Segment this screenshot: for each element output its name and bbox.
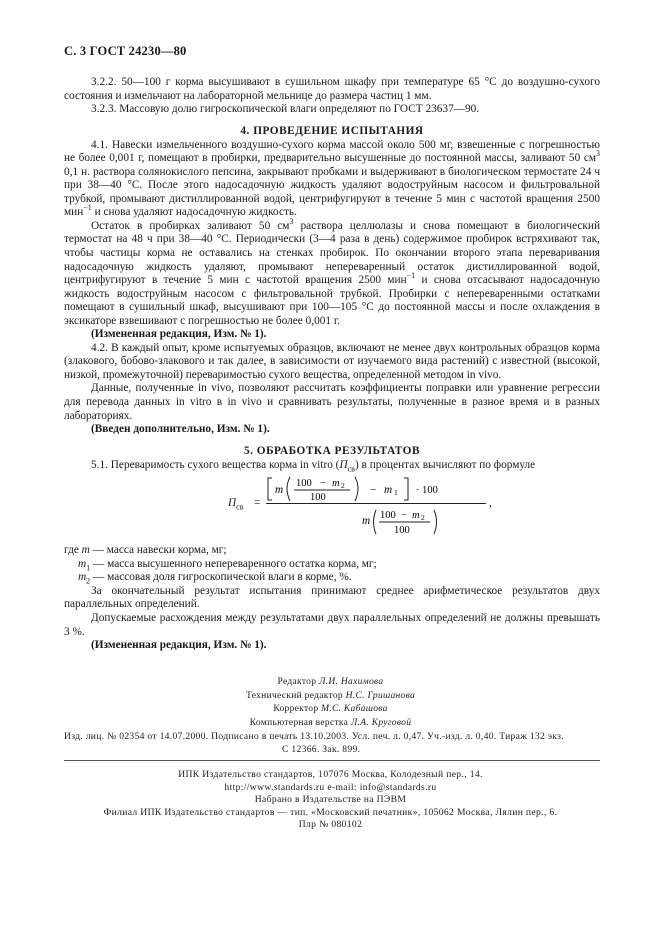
svg-text:2: 2: [421, 513, 425, 523]
paragraph-4-1-residue: Остаток в пробирках заливают 50 $см^3$ раствора целлюлазы и снова помещают в биологический термостат на 48 ч при 38—40 °С. Периодически (3—4 раза в день) содержимое пробирок встряхивают так, чтобы частицы корма не оставались на стенках пробирок. По окончании второго этапа переваривания надосадочную жидкость удаляют, промывают непереваренный остаток дистиллированной водой, центрифугируют в течение 5 мин с частотой вращения 2500 мин$^{-1}$ и снова отсасывают надосадочную жидкость водоструйным насосом с фильтровальной трубкой. Пробирки с непереваренными остатками помещают в сушильный шкаф, высушивают при 100—105 °С до постоянной массы и после охлаждения в эксикаторе взвешивают с погрешностью не более 0,001 г.: [64, 217, 600, 327]
imprint: [64, 730, 604, 756]
imprint-line-2: С 12366. Зак. 899.: [282, 744, 361, 755]
svg-text:100: 100: [394, 525, 410, 537]
publisher-line-2: http://www.standards.ru e-mail: info@standards.ru: [224, 781, 437, 793]
paragraph-4-2-data: Данные, полученные in vivo, позволяют рассчитать коэффициенты поправки или уравнение регрессии для перевода данных in vitro в in vivo и сравнивать результаты, полученные в разное время и в разных лабораториях.: [64, 382, 600, 422]
publisher-line-4: Филиал ИПК Издательство стандартов — тип. «Московский печатник», 105062 Москва, Лялин пер., 6.: [103, 806, 558, 818]
credit-tech-editor: Технический редактор Н.С. Гришанова: [246, 690, 415, 701]
svg-text:100: 100: [380, 510, 396, 522]
svg-text:100: 100: [310, 492, 326, 503]
svg-text:1: 1: [394, 488, 398, 498]
paragraph-5-1: 5.1. Переваримость сухого вещества корма in vitro $(П_{св})$ в процентах вычисляют по формуле: [91, 458, 536, 473]
publisher-line-3: Набрано в Издательстве на ПЭВМ: [254, 794, 407, 805]
main-text: [64, 76, 600, 653]
imprint-line-1: Изд. лиц. № 02354 от 14.07.2000. Подписано в печать 13.10.2003. Усл. печ. л. 0,47. Уч.-изд. л. 0,40. Тираж 132 экз.: [64, 731, 564, 742]
svg-text:m: m: [384, 484, 393, 497]
formula-comma: ,: [489, 497, 492, 510]
edit-note-5-1: (Измененная редакция, Изм. № 1).: [91, 639, 267, 652]
formula-numerator: [266, 476, 490, 502]
svg-text:· 100: · 100: [416, 485, 438, 497]
paragraph-4-1: 4.1. Навески измельченного воздушно-сухого корма массой около 500 мг, взвешенные с погрешностью не более 0,001 г, помещают в пробирки, предварительно высушенные до постоянной массы, заливают 50 $см^3$ 0,1 н. раствора солянокислого пепсина, закрывают пробками и выдерживают в биологическом термостате 24 ч при 38—40 °С. После этого надосадочную жидкость удаляют водоструйным насосом и фильтровальной трубкой, промывают дистиллированной водой, центрифугируют в течение 5 мин с частотой вращения 2500 мин$^{-1}$ и снова удаляют надосадочную жидкость.: [64, 138, 600, 219]
svg-text:−: −: [320, 478, 326, 490]
svg-text:m: m: [275, 484, 284, 497]
page-header: С. 3 ГОСТ 24230—80: [64, 44, 187, 58]
definition-m1: $m_1$ — масса высушенного непереваренного остатка корма, мг;: [78, 557, 377, 573]
svg-text:100: 100: [296, 478, 312, 490]
paragraph-final-result: За окончательный результат испытания принимают среднее арифметическое результатов двух параллельных определений.: [64, 584, 600, 611]
formula-lhs: $П_{св}$: [228, 497, 244, 512]
paragraph-3-2-3: 3.2.3. Массовую долю гигроскопической влаги определяют по ГОСТ 23637—90.: [91, 103, 480, 116]
svg-text:2: 2: [341, 481, 345, 491]
publisher-line-1: ИПК Издательство стандартов, 107076 Москва, Колодезный пер., 14.: [178, 769, 483, 780]
paragraph-4-2: 4.2. В каждый опыт, кроме испытуемых образцов, включают не менее двух контрольных образцов корма (злакового, бобово-злакового и так далее, в зависимости от изучаемого вида растений) с известной (высокой, низкой, промежуточной) переваримостью сухого вещества, определенной методом in vivo.: [64, 341, 600, 381]
publisher-line-5: Плр № 080102: [298, 819, 363, 830]
svg-text:m: m: [362, 515, 371, 528]
variable-definitions: [64, 544, 600, 585]
svg-text:m: m: [332, 478, 340, 490]
section-4-title: 4. ПРОВЕДЕНИЕ ИСПЫТАНИЯ: [240, 124, 424, 137]
edit-note-4-2: (Введен дополнительно, Изм. № 1).: [91, 423, 270, 436]
credit-layout: Компьютерная верстка Л.А. Круговой: [249, 717, 412, 728]
formula-equals: =: [254, 497, 261, 510]
credit-editor: Редактор Л.И. Нахимова: [277, 677, 384, 687]
paragraph-3-2-2: 3.2.2. 50—100 г корма высушивают в сушильном шкафу при температуре 65 °С до воздушно-сухого состояния и измельчают на лабораторной мельнице до размера частиц 1 мм.: [64, 76, 600, 102]
fraction-bar: [266, 503, 486, 504]
publisher-block: [0, 769, 661, 832]
definition-m: где m — масса навески корма, мг;: [64, 544, 227, 557]
svg-text:m: m: [412, 510, 420, 522]
paragraph-tolerance: Допускаемые расхождения между результатами двух параллельных определений не должны превышать 3 %.: [64, 611, 600, 638]
svg-text:−: −: [370, 484, 377, 497]
section-5-title: 5. ОБРАБОТКА РЕЗУЛЬТАТОВ: [244, 444, 420, 457]
credits: [0, 676, 661, 730]
formula-denominator: [300, 506, 460, 536]
definition-m2: $m_2$ — массовая доля гигроскопической влаги в корме, %.: [78, 571, 352, 586]
svg-text:−: −: [401, 510, 407, 522]
credit-proofreader: Корректор М.С. Кабашова: [273, 704, 388, 714]
edit-note-4-1: (Измененная редакция, Изм. № 1).: [91, 328, 267, 341]
divider-rule: [64, 760, 600, 761]
digestibility-formula: [64, 476, 600, 542]
